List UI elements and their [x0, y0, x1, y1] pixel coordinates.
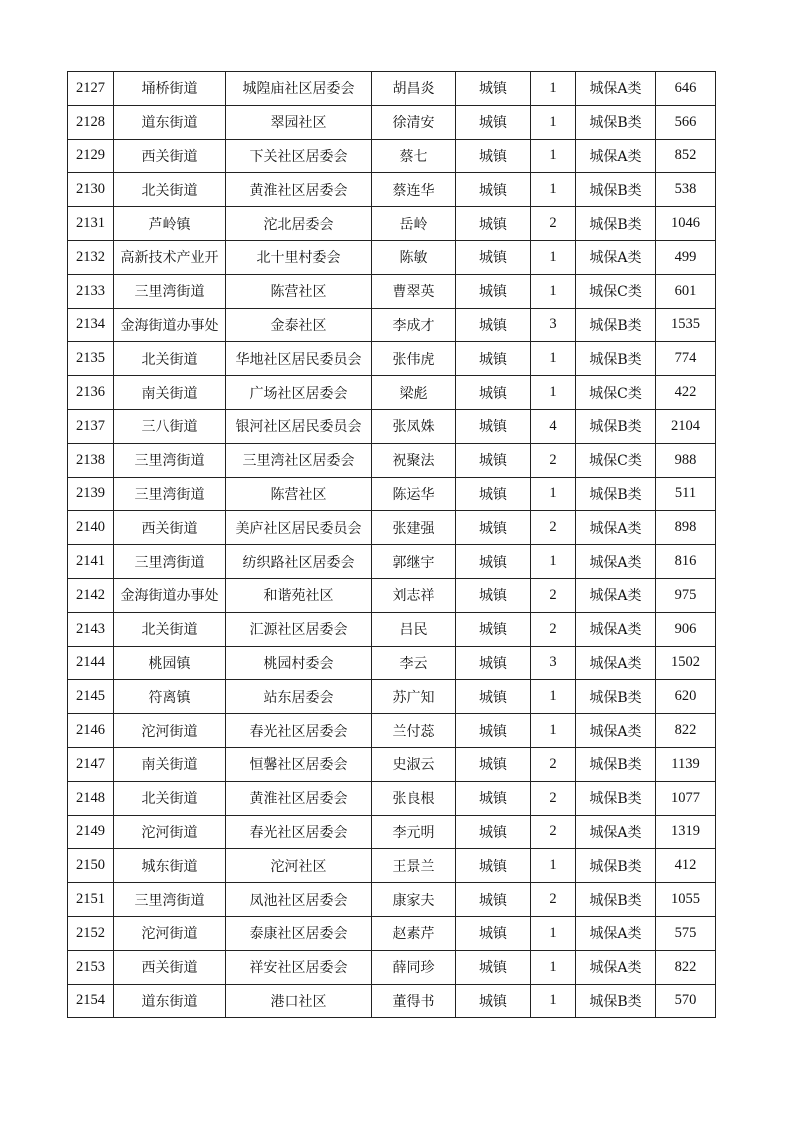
street-office-cell: 沱河街道 — [114, 916, 226, 950]
street-office-cell: 南关街道 — [114, 747, 226, 781]
benefit-category-cell: 城保B类 — [576, 883, 656, 917]
member-count-cell: 2 — [531, 815, 576, 849]
household-type-cell: 城镇 — [456, 173, 531, 207]
record-number-cell: 2145 — [68, 680, 114, 714]
record-number-cell: 2137 — [68, 409, 114, 443]
record-number-cell: 2135 — [68, 342, 114, 376]
table-row — [68, 781, 716, 815]
table-row — [68, 342, 716, 376]
table-row — [68, 578, 716, 612]
table-row — [68, 612, 716, 646]
amount-cell: 1077 — [656, 781, 716, 815]
community-cell: 恒馨社区居委会 — [226, 747, 372, 781]
benefit-category-cell: 城保A类 — [576, 545, 656, 579]
street-office-cell: 北关街道 — [114, 342, 226, 376]
member-count-cell: 1 — [531, 984, 576, 1018]
record-number-cell: 2152 — [68, 916, 114, 950]
street-office-cell: 道东街道 — [114, 984, 226, 1018]
benefit-category-cell: 城保A类 — [576, 714, 656, 748]
member-count-cell: 2 — [531, 578, 576, 612]
member-count-cell: 1 — [531, 139, 576, 173]
community-cell: 和谐苑社区 — [226, 578, 372, 612]
record-number-cell: 2150 — [68, 849, 114, 883]
street-office-cell: 沱河街道 — [114, 714, 226, 748]
street-office-cell: 城东街道 — [114, 849, 226, 883]
amount-cell: 575 — [656, 916, 716, 950]
table-row — [68, 443, 716, 477]
community-cell: 凤池社区居委会 — [226, 883, 372, 917]
amount-cell: 1055 — [656, 883, 716, 917]
amount-cell: 852 — [656, 139, 716, 173]
member-count-cell: 1 — [531, 274, 576, 308]
member-count-cell: 2 — [531, 207, 576, 241]
street-office-cell: 北关街道 — [114, 781, 226, 815]
community-cell: 金泰社区 — [226, 308, 372, 342]
community-cell: 华地社区居民委员会 — [226, 342, 372, 376]
table-row — [68, 747, 716, 781]
street-office-cell: 沱河街道 — [114, 815, 226, 849]
person-name-cell: 刘志祥 — [372, 578, 456, 612]
household-type-cell: 城镇 — [456, 984, 531, 1018]
community-cell: 泰康社区居委会 — [226, 916, 372, 950]
person-name-cell: 陈运华 — [372, 477, 456, 511]
table-row — [68, 240, 716, 274]
person-name-cell: 董得书 — [372, 984, 456, 1018]
community-cell: 广场社区居委会 — [226, 376, 372, 410]
person-name-cell: 祝聚法 — [372, 443, 456, 477]
benefit-category-cell: 城保B类 — [576, 173, 656, 207]
member-count-cell: 1 — [531, 376, 576, 410]
member-count-cell: 2 — [531, 747, 576, 781]
community-cell: 银河社区居民委员会 — [226, 409, 372, 443]
amount-cell: 538 — [656, 173, 716, 207]
person-name-cell: 郭继宇 — [372, 545, 456, 579]
member-count-cell: 1 — [531, 849, 576, 883]
benefit-category-cell: 城保B类 — [576, 105, 656, 139]
community-cell: 陈营社区 — [226, 274, 372, 308]
amount-cell: 601 — [656, 274, 716, 308]
record-number-cell: 2147 — [68, 747, 114, 781]
person-name-cell: 兰付蕊 — [372, 714, 456, 748]
amount-cell: 906 — [656, 612, 716, 646]
person-name-cell: 张凤姝 — [372, 409, 456, 443]
amount-cell: 1535 — [656, 308, 716, 342]
community-cell: 祥安社区居委会 — [226, 950, 372, 984]
street-office-cell: 南关街道 — [114, 376, 226, 410]
benefit-category-cell: 城保A类 — [576, 612, 656, 646]
household-type-cell: 城镇 — [456, 139, 531, 173]
community-cell: 陈营社区 — [226, 477, 372, 511]
benefit-records-table — [67, 71, 716, 1018]
household-type-cell: 城镇 — [456, 578, 531, 612]
person-name-cell: 李元明 — [372, 815, 456, 849]
benefit-category-cell: 城保B类 — [576, 477, 656, 511]
community-cell: 沱北居委会 — [226, 207, 372, 241]
community-cell: 港口社区 — [226, 984, 372, 1018]
member-count-cell: 1 — [531, 173, 576, 207]
record-number-cell: 2130 — [68, 173, 114, 207]
community-cell: 站东居委会 — [226, 680, 372, 714]
benefit-category-cell: 城保A类 — [576, 916, 656, 950]
household-type-cell: 城镇 — [456, 646, 531, 680]
street-office-cell: 埇桥街道 — [114, 72, 226, 106]
person-name-cell: 蔡连华 — [372, 173, 456, 207]
member-count-cell: 4 — [531, 409, 576, 443]
person-name-cell: 梁彪 — [372, 376, 456, 410]
household-type-cell: 城镇 — [456, 883, 531, 917]
street-office-cell: 三里湾街道 — [114, 545, 226, 579]
street-office-cell: 西关街道 — [114, 139, 226, 173]
household-type-cell: 城镇 — [456, 308, 531, 342]
table-row — [68, 72, 716, 106]
benefit-category-cell: 城保C类 — [576, 274, 656, 308]
community-cell: 汇源社区居委会 — [226, 612, 372, 646]
community-cell: 城隍庙社区居委会 — [226, 72, 372, 106]
person-name-cell: 蔡七 — [372, 139, 456, 173]
amount-cell: 774 — [656, 342, 716, 376]
amount-cell: 898 — [656, 511, 716, 545]
table-row — [68, 680, 716, 714]
person-name-cell: 苏广知 — [372, 680, 456, 714]
household-type-cell: 城镇 — [456, 274, 531, 308]
person-name-cell: 张伟虎 — [372, 342, 456, 376]
member-count-cell: 1 — [531, 714, 576, 748]
record-number-cell: 2132 — [68, 240, 114, 274]
amount-cell: 499 — [656, 240, 716, 274]
benefit-category-cell: 城保A类 — [576, 578, 656, 612]
benefit-category-cell: 城保A类 — [576, 511, 656, 545]
community-cell: 三里湾社区居委会 — [226, 443, 372, 477]
record-number-cell: 2154 — [68, 984, 114, 1018]
household-type-cell: 城镇 — [456, 477, 531, 511]
record-number-cell: 2144 — [68, 646, 114, 680]
household-type-cell: 城镇 — [456, 714, 531, 748]
record-number-cell: 2146 — [68, 714, 114, 748]
member-count-cell: 1 — [531, 477, 576, 511]
record-number-cell: 2133 — [68, 274, 114, 308]
person-name-cell: 薛同珍 — [372, 950, 456, 984]
community-cell: 黄淮社区居委会 — [226, 173, 372, 207]
amount-cell: 2104 — [656, 409, 716, 443]
record-number-cell: 2134 — [68, 308, 114, 342]
household-type-cell: 城镇 — [456, 747, 531, 781]
table-row — [68, 105, 716, 139]
street-office-cell: 北关街道 — [114, 173, 226, 207]
benefit-category-cell: 城保B类 — [576, 207, 656, 241]
benefit-category-cell: 城保A类 — [576, 240, 656, 274]
amount-cell: 566 — [656, 105, 716, 139]
street-office-cell: 三里湾街道 — [114, 443, 226, 477]
table-row — [68, 477, 716, 511]
member-count-cell: 1 — [531, 545, 576, 579]
community-cell: 桃园村委会 — [226, 646, 372, 680]
street-office-cell: 西关街道 — [114, 511, 226, 545]
household-type-cell: 城镇 — [456, 950, 531, 984]
person-name-cell: 吕民 — [372, 612, 456, 646]
amount-cell: 511 — [656, 477, 716, 511]
amount-cell: 422 — [656, 376, 716, 410]
amount-cell: 620 — [656, 680, 716, 714]
street-office-cell: 三里湾街道 — [114, 274, 226, 308]
community-cell: 纺织路社区居委会 — [226, 545, 372, 579]
benefit-category-cell: 城保B类 — [576, 680, 656, 714]
record-number-cell: 2143 — [68, 612, 114, 646]
person-name-cell: 岳岭 — [372, 207, 456, 241]
member-count-cell: 1 — [531, 950, 576, 984]
street-office-cell: 北关街道 — [114, 612, 226, 646]
table-row — [68, 173, 716, 207]
member-count-cell: 1 — [531, 240, 576, 274]
household-type-cell: 城镇 — [456, 240, 531, 274]
table-row — [68, 646, 716, 680]
person-name-cell: 徐清安 — [372, 105, 456, 139]
benefit-category-cell: 城保A类 — [576, 72, 656, 106]
household-type-cell: 城镇 — [456, 511, 531, 545]
household-type-cell: 城镇 — [456, 815, 531, 849]
member-count-cell: 2 — [531, 781, 576, 815]
amount-cell: 822 — [656, 950, 716, 984]
benefit-category-cell: 城保A类 — [576, 950, 656, 984]
person-name-cell: 康家夫 — [372, 883, 456, 917]
household-type-cell: 城镇 — [456, 781, 531, 815]
member-count-cell: 3 — [531, 646, 576, 680]
benefit-category-cell: 城保B类 — [576, 342, 656, 376]
table-row — [68, 308, 716, 342]
household-type-cell: 城镇 — [456, 72, 531, 106]
street-office-cell: 高新技术产业开 — [114, 240, 226, 274]
benefit-category-cell: 城保C类 — [576, 443, 656, 477]
amount-cell: 988 — [656, 443, 716, 477]
person-name-cell: 李成才 — [372, 308, 456, 342]
household-type-cell: 城镇 — [456, 409, 531, 443]
member-count-cell: 1 — [531, 105, 576, 139]
amount-cell: 822 — [656, 714, 716, 748]
amount-cell: 1046 — [656, 207, 716, 241]
member-count-cell: 1 — [531, 916, 576, 950]
street-office-cell: 三八街道 — [114, 409, 226, 443]
table-row — [68, 984, 716, 1018]
benefit-category-cell: 城保B类 — [576, 781, 656, 815]
record-number-cell: 2139 — [68, 477, 114, 511]
community-cell: 春光社区居委会 — [226, 815, 372, 849]
member-count-cell: 1 — [531, 342, 576, 376]
benefit-category-cell: 城保B类 — [576, 308, 656, 342]
person-name-cell: 胡昌炎 — [372, 72, 456, 106]
community-cell: 美庐社区居民委员会 — [226, 511, 372, 545]
table-row — [68, 714, 716, 748]
table-row — [68, 409, 716, 443]
community-cell: 黄淮社区居委会 — [226, 781, 372, 815]
street-office-cell: 芦岭镇 — [114, 207, 226, 241]
table-row — [68, 545, 716, 579]
household-type-cell: 城镇 — [456, 376, 531, 410]
street-office-cell: 金海街道办事处 — [114, 308, 226, 342]
street-office-cell: 西关街道 — [114, 950, 226, 984]
amount-cell: 1319 — [656, 815, 716, 849]
table-row — [68, 916, 716, 950]
table-row — [68, 815, 716, 849]
community-cell: 春光社区居委会 — [226, 714, 372, 748]
benefit-category-cell: 城保B类 — [576, 984, 656, 1018]
community-cell: 北十里村委会 — [226, 240, 372, 274]
table-body — [68, 72, 716, 1018]
street-office-cell: 金海街道办事处 — [114, 578, 226, 612]
household-type-cell: 城镇 — [456, 443, 531, 477]
table-row — [68, 883, 716, 917]
amount-cell: 975 — [656, 578, 716, 612]
amount-cell: 646 — [656, 72, 716, 106]
record-number-cell: 2138 — [68, 443, 114, 477]
benefit-category-cell: 城保A类 — [576, 815, 656, 849]
benefit-category-cell: 城保A类 — [576, 646, 656, 680]
table-row — [68, 376, 716, 410]
household-type-cell: 城镇 — [456, 849, 531, 883]
record-number-cell: 2142 — [68, 578, 114, 612]
benefit-category-cell: 城保B类 — [576, 849, 656, 883]
household-type-cell: 城镇 — [456, 545, 531, 579]
record-number-cell: 2153 — [68, 950, 114, 984]
person-name-cell: 张良根 — [372, 781, 456, 815]
member-count-cell: 1 — [531, 72, 576, 106]
table-row — [68, 207, 716, 241]
member-count-cell: 2 — [531, 511, 576, 545]
amount-cell: 570 — [656, 984, 716, 1018]
benefit-category-cell: 城保B类 — [576, 747, 656, 781]
record-number-cell: 2129 — [68, 139, 114, 173]
record-number-cell: 2140 — [68, 511, 114, 545]
street-office-cell: 三里湾街道 — [114, 477, 226, 511]
member-count-cell: 2 — [531, 612, 576, 646]
record-number-cell: 2151 — [68, 883, 114, 917]
table-row — [68, 950, 716, 984]
member-count-cell: 3 — [531, 308, 576, 342]
member-count-cell: 1 — [531, 680, 576, 714]
amount-cell: 816 — [656, 545, 716, 579]
person-name-cell: 史淑云 — [372, 747, 456, 781]
benefit-category-cell: 城保A类 — [576, 139, 656, 173]
street-office-cell: 符离镇 — [114, 680, 226, 714]
amount-cell: 1139 — [656, 747, 716, 781]
record-number-cell: 2148 — [68, 781, 114, 815]
member-count-cell: 2 — [531, 883, 576, 917]
amount-cell: 412 — [656, 849, 716, 883]
street-office-cell: 三里湾街道 — [114, 883, 226, 917]
person-name-cell: 赵素芹 — [372, 916, 456, 950]
record-number-cell: 2149 — [68, 815, 114, 849]
person-name-cell: 陈敏 — [372, 240, 456, 274]
table-row — [68, 139, 716, 173]
community-cell: 翠园社区 — [226, 105, 372, 139]
person-name-cell: 曹翠英 — [372, 274, 456, 308]
street-office-cell: 桃园镇 — [114, 646, 226, 680]
record-number-cell: 2128 — [68, 105, 114, 139]
household-type-cell: 城镇 — [456, 612, 531, 646]
person-name-cell: 张建强 — [372, 511, 456, 545]
street-office-cell: 道东街道 — [114, 105, 226, 139]
record-number-cell: 2127 — [68, 72, 114, 106]
benefit-category-cell: 城保C类 — [576, 376, 656, 410]
person-name-cell: 李云 — [372, 646, 456, 680]
household-type-cell: 城镇 — [456, 916, 531, 950]
member-count-cell: 2 — [531, 443, 576, 477]
person-name-cell: 王景兰 — [372, 849, 456, 883]
table-row — [68, 511, 716, 545]
community-cell: 下关社区居委会 — [226, 139, 372, 173]
household-type-cell: 城镇 — [456, 207, 531, 241]
record-number-cell: 2141 — [68, 545, 114, 579]
record-number-cell: 2136 — [68, 376, 114, 410]
amount-cell: 1502 — [656, 646, 716, 680]
community-cell: 沱河社区 — [226, 849, 372, 883]
table-row — [68, 274, 716, 308]
record-number-cell: 2131 — [68, 207, 114, 241]
household-type-cell: 城镇 — [456, 680, 531, 714]
household-type-cell: 城镇 — [456, 342, 531, 376]
benefit-category-cell: 城保B类 — [576, 409, 656, 443]
table-row — [68, 849, 716, 883]
household-type-cell: 城镇 — [456, 105, 531, 139]
